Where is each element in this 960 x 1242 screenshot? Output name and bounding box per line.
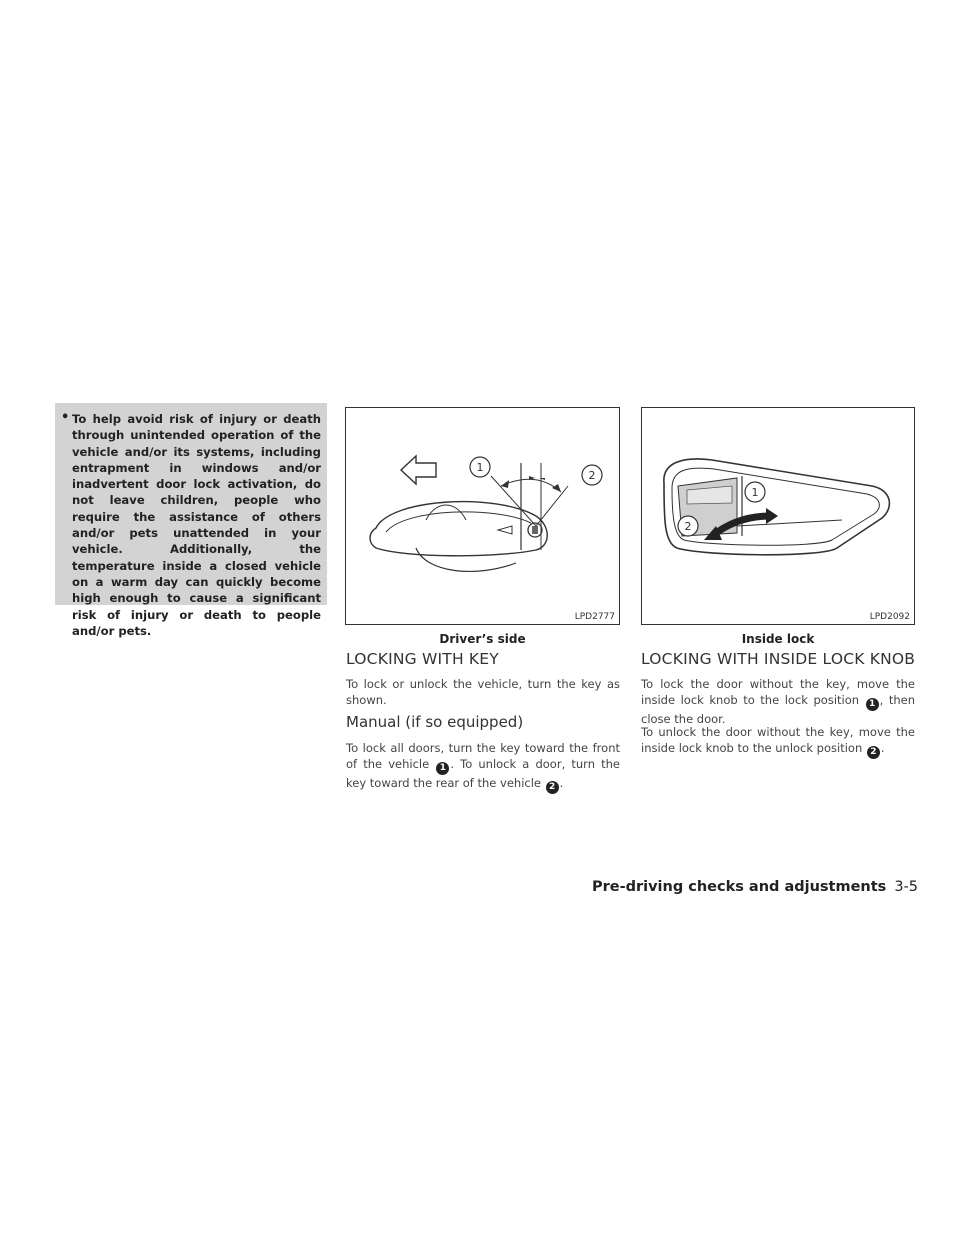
figure-caption-drivers-side: Driver’s side	[439, 632, 526, 646]
callout-2-label: 2	[684, 520, 692, 533]
footer-section-title: Pre-driving checks and adjustments	[591, 879, 887, 895]
inside-unlock-text-a: To unlock the door without the key, move the inside lock knob to the unlock position	[641, 725, 915, 755]
subheading-manual: Manual (if so equipped)	[346, 713, 524, 731]
footer-page-number: 3-5	[894, 879, 918, 895]
ref-2-icon: 2	[546, 781, 559, 794]
warning-box	[55, 403, 327, 638]
callout-1-label: 1	[751, 486, 759, 499]
warning-bullet: •	[61, 410, 70, 425]
inside-lock-illustration	[642, 408, 914, 624]
figure-code: LPD2777	[574, 612, 615, 622]
ref-2-icon: 2	[867, 746, 880, 759]
warning-text: To help avoid risk of injury or death through unintended operation of the vehicle and/or its systems, including entrapment in windows and/or inadvertent door lock activation, do not leave children, people who require the assistance of others and/or pets unattended in your vehicle. Additionally, the temperature inside a closed vehicle on a warm day can quickly become high enough to cause a significant risk of injury or death to people and/or pets.	[72, 412, 321, 638]
ref-1-icon: 1	[436, 762, 449, 775]
inside-lock-text-a: To lock the door without the key, move the inside lock knob to the lock position	[641, 677, 915, 707]
figure-drivers-side	[345, 407, 620, 625]
inside-lock-text-b: , then close the door.	[641, 693, 915, 726]
heading-locking-with-inside-lock-knob: LOCKING WITH INSIDE LOCK KNOB	[641, 650, 916, 668]
figure-inside-lock	[641, 407, 915, 625]
manual-text-c: .	[559, 776, 564, 790]
manual-text-a: To lock all doors, turn the key toward the front of the vehicle	[346, 741, 620, 771]
inside-lock-paragraph-2	[641, 724, 915, 759]
manual-text-b: . To unlock a door, turn the key toward the rear of the vehicle	[346, 757, 620, 790]
page-footer	[592, 879, 918, 895]
heading-locking-with-key: LOCKING WITH KEY	[346, 650, 499, 668]
door-handle-illustration	[346, 408, 619, 624]
ref-1-icon: 1	[866, 698, 879, 711]
inside-unlock-text-b: .	[880, 741, 885, 755]
locking-with-key-intro: To lock or unlock the vehicle, turn the key as shown.	[346, 677, 620, 707]
callout-2-label: 2	[588, 469, 596, 482]
front-arrow-icon	[401, 456, 436, 484]
figure-code: LPD2092	[869, 612, 910, 622]
inside-lock-paragraph-1	[641, 676, 915, 727]
manual-paragraph	[346, 740, 620, 794]
figure-caption-inside-lock: Inside lock	[741, 632, 815, 646]
callout-1-label: 1	[476, 461, 484, 474]
